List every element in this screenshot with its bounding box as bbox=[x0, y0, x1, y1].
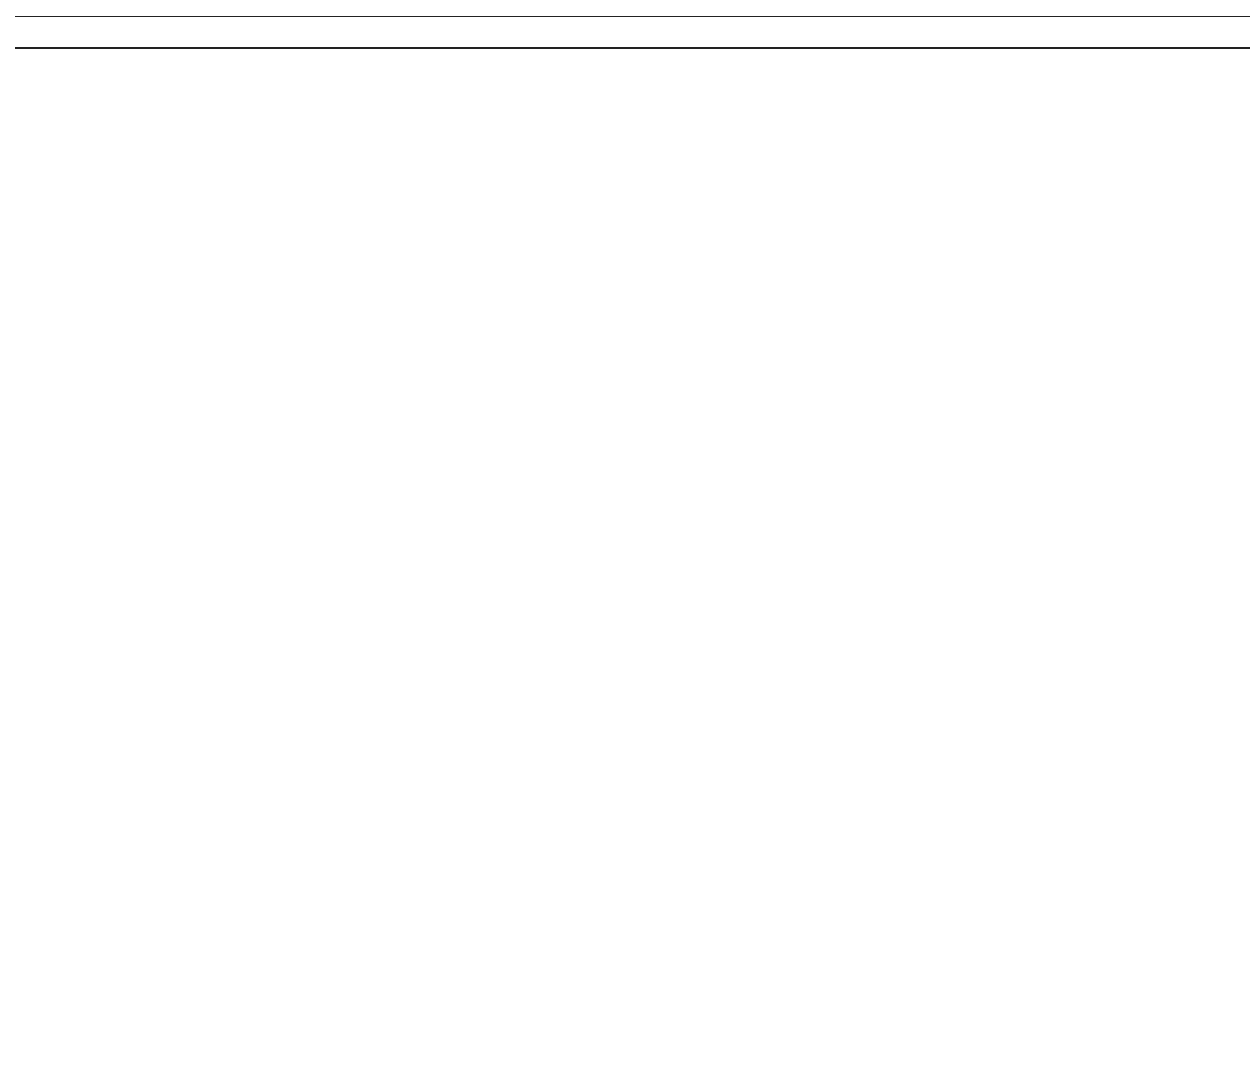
surgery-count-cell bbox=[525, 48, 587, 49]
header-surgery-item bbox=[381, 17, 525, 48]
primary-care-count-cell bbox=[319, 48, 381, 49]
header-primary-care-item bbox=[158, 17, 319, 48]
header-hospital-count bbox=[738, 17, 800, 48]
header-hospital-item bbox=[587, 17, 738, 48]
header-emergency-item bbox=[996, 17, 1117, 48]
header-surgery-count bbox=[525, 17, 587, 48]
row-label-cell bbox=[15, 48, 158, 49]
header-row-total bbox=[1179, 17, 1250, 48]
header-row bbox=[15, 17, 1250, 48]
hospital-count-cell bbox=[738, 48, 800, 49]
emergency-item-cell bbox=[996, 48, 1117, 49]
outpatient-item-cell bbox=[800, 48, 925, 49]
outpatient-count-cell bbox=[925, 48, 996, 49]
hospital-item-cell bbox=[587, 48, 738, 49]
header-outpatient-item bbox=[800, 17, 925, 48]
header-emergency-count bbox=[1117, 17, 1179, 48]
complaints-table bbox=[15, 16, 1250, 49]
table-row bbox=[15, 48, 1250, 49]
row-total-cell bbox=[1179, 48, 1250, 49]
header-row-label bbox=[15, 17, 158, 48]
surgery-item-cell bbox=[381, 48, 525, 49]
emergency-count-cell bbox=[1117, 48, 1179, 49]
results-table-container bbox=[15, 16, 1250, 49]
header-outpatient-count bbox=[925, 17, 996, 48]
primary-care-item-cell bbox=[158, 48, 319, 49]
header-primary-care-count bbox=[319, 17, 381, 48]
table-body bbox=[15, 48, 1250, 49]
